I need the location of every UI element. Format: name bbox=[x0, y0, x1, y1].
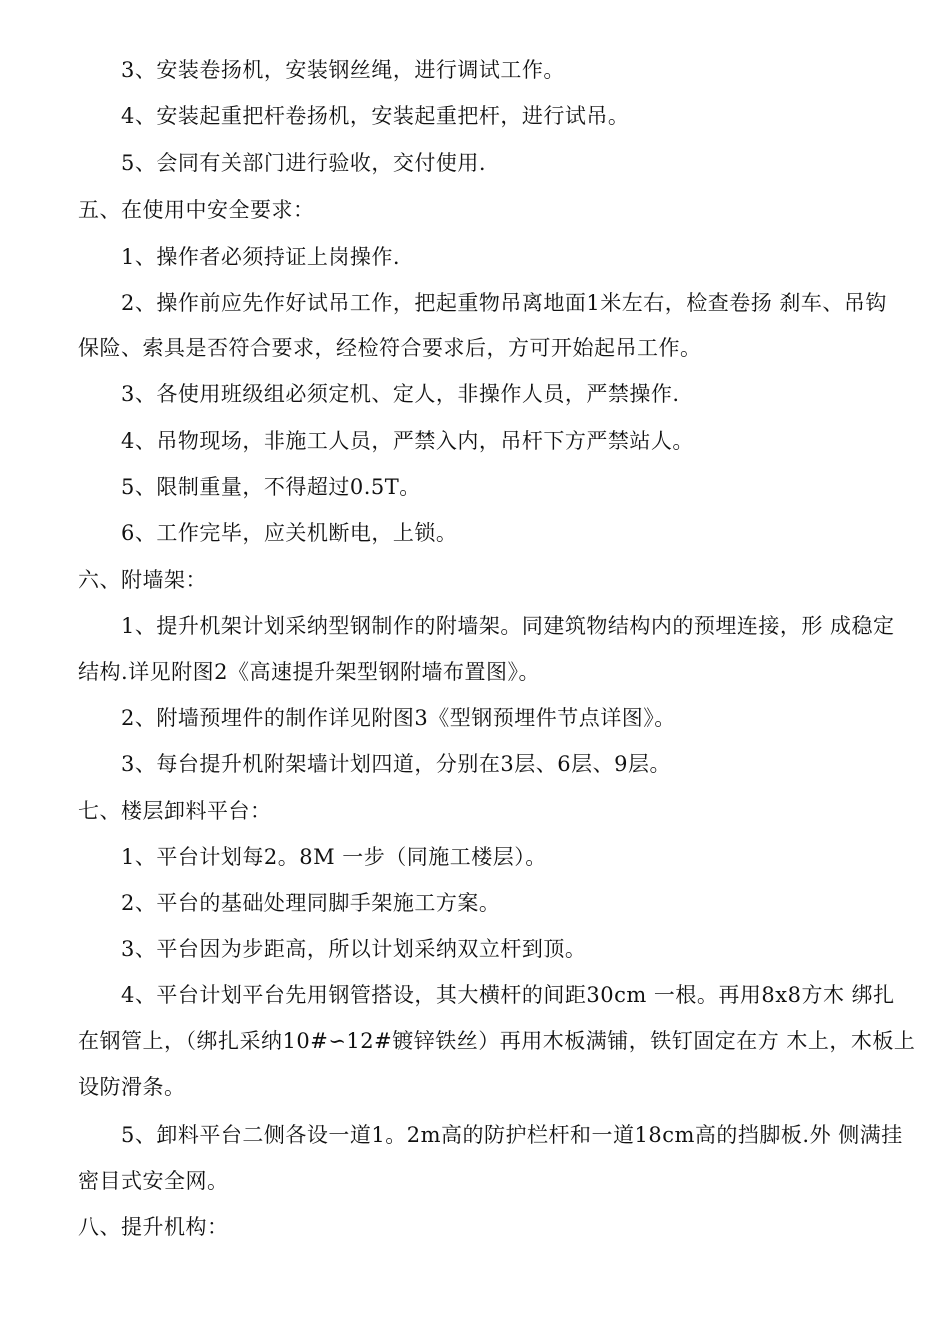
rule-4-site-restriction: 4、吊物现场，非施工人员，严禁入内，吊杆下方严禁站人。 bbox=[121, 429, 694, 453]
section-7-heading: 七、楼层卸料平台： bbox=[78, 799, 272, 823]
platform-3-double-pole: 3、平台因为步距高，所以计划采纳双立杆到顶。 bbox=[121, 937, 587, 961]
rule-3-fixed-operator: 3、各使用班级组必须定机、定人，非操作人员，严禁操作. bbox=[121, 382, 680, 406]
platform-4-steel-tube-cont: 在钢管上，（绑扎采纳10#∽12#镀锌铁丝）再用木板满铺，铁钉固定在方 木上，木板上 bbox=[78, 1029, 916, 1053]
platform-4-steel-tube-cont-2: 设防滑条。 bbox=[78, 1075, 186, 1099]
platform-4-steel-tube: 4、平台计划平台先用钢管搭设，其大横杆的间距30cm 一根。再用8x8方木 绑扎 bbox=[121, 983, 895, 1007]
rule-1-certified-operator: 1、操作者必须持证上岗操作. bbox=[121, 245, 401, 269]
wall-3-four-ties: 3、每台提升机附架墙计划四道，分别在3层、6层、9层。 bbox=[121, 752, 671, 776]
section-5-heading: 五、在使用中安全要求： bbox=[78, 198, 315, 222]
step-5-acceptance: 5、会同有关部门进行验收，交付使用. bbox=[121, 151, 487, 175]
step-3-install-winch: 3、安装卷扬机，安装钢丝绳，进行调试工作。 bbox=[121, 58, 565, 82]
platform-2-foundation: 2、平台的基础处理同脚手架施工方案。 bbox=[121, 891, 501, 915]
wall-2-embedded-parts: 2、附墙预埋件的制作详见附图3《型钢预埋件节点详图》。 bbox=[121, 706, 676, 730]
rule-2-trial-lift: 2、操作前应先作好试吊工作，把起重物吊离地面1米左右，检查卷扬 刹车、吊钩 bbox=[121, 291, 887, 315]
step-4-install-lifting-boom: 4、安装起重把杆卷扬机，安装起重把杆，进行试吊。 bbox=[121, 104, 630, 128]
platform-5-guardrail-cont: 密目式安全网。 bbox=[78, 1169, 229, 1193]
wall-1-steel-bracket-cont: 结构.详见附图2《高速提升架型钢附墙布置图》。 bbox=[78, 660, 541, 684]
section-6-heading: 六、附墙架： bbox=[78, 568, 207, 592]
rule-5-weight-limit: 5、限制重量，不得超过0.5T。 bbox=[121, 475, 421, 499]
platform-1-step: 1、平台计划每2。8M 一步（同施工楼层）。 bbox=[121, 845, 547, 869]
wall-1-steel-bracket: 1、提升机架计划采纳型钢制作的附墙架。同建筑物结构内的预埋连接，形 成稳定 bbox=[121, 614, 895, 638]
rule-6-shutdown: 6、工作完毕，应关机断电，上锁。 bbox=[121, 521, 458, 545]
platform-5-guardrail: 5、卸料平台二侧各设一道1。2m高的防护栏杆和一道18cm高的挡脚板.外 侧满挂 bbox=[121, 1123, 903, 1147]
rule-2-trial-lift-cont: 保险、索具是否符合要求，经检符合要求后，方可开始起吊工作。 bbox=[78, 336, 702, 360]
section-8-heading: 八、提升机构： bbox=[78, 1215, 229, 1239]
